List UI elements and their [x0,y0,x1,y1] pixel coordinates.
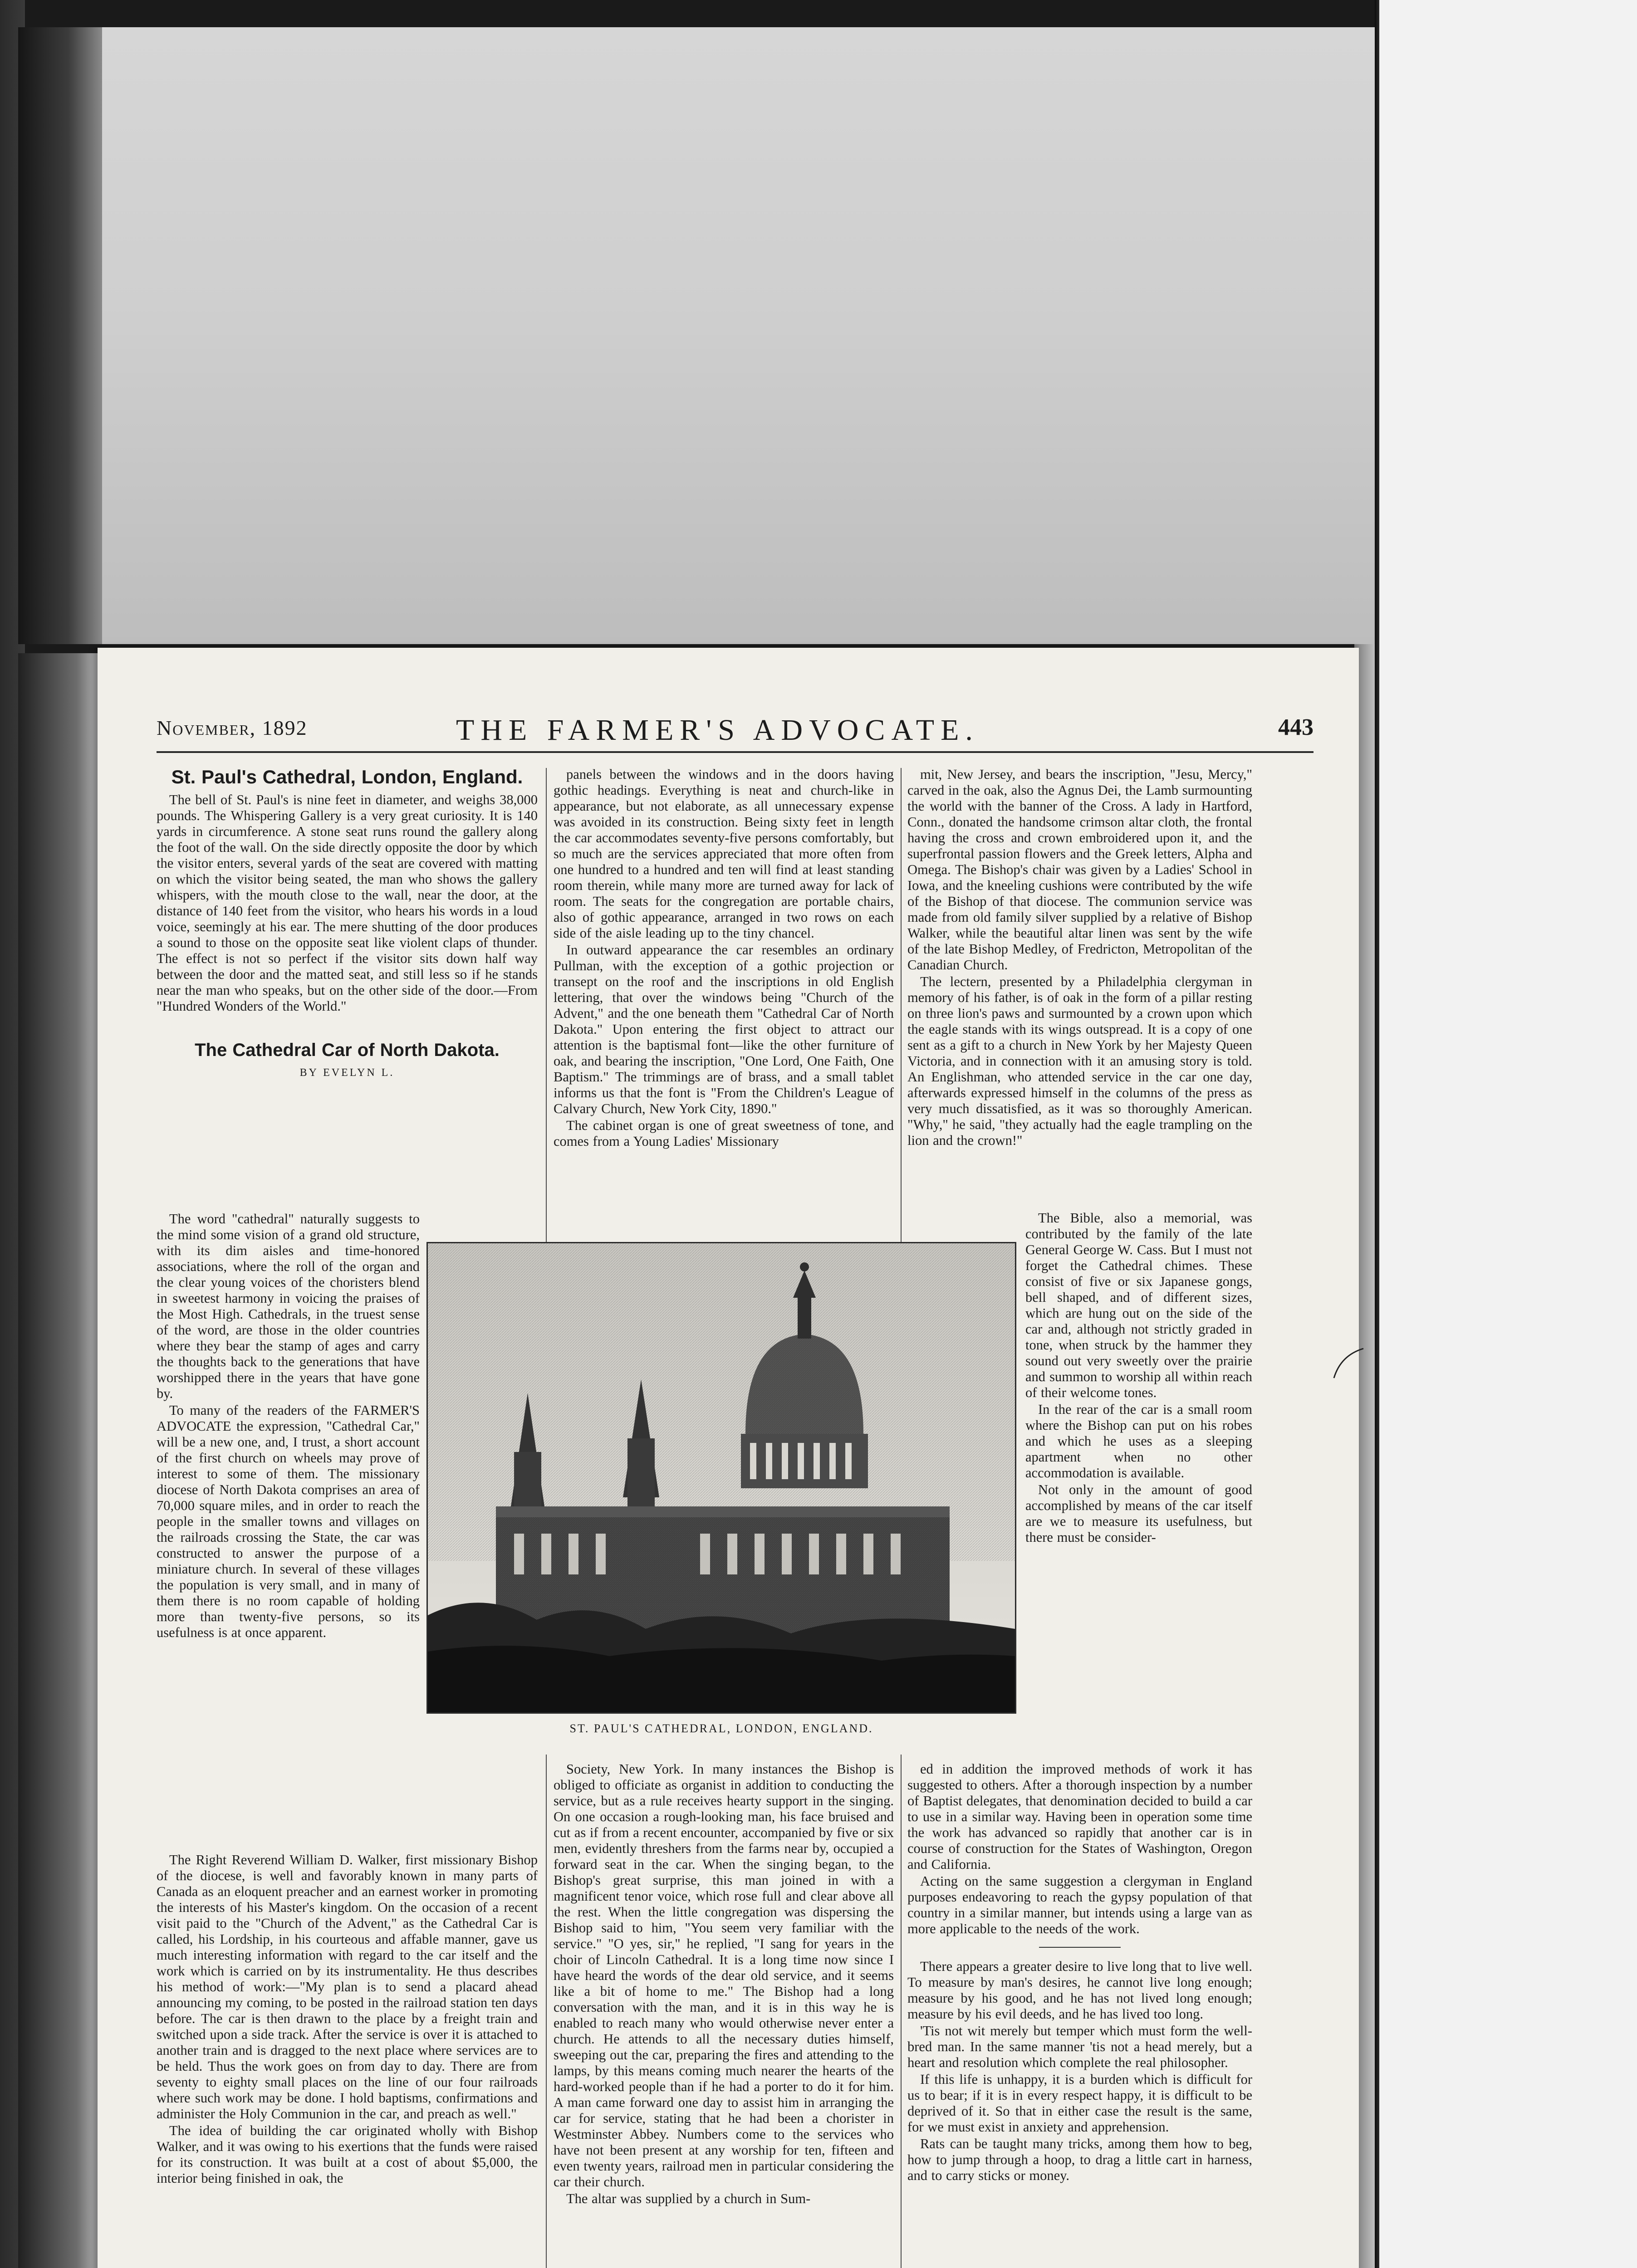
page-number: 443 [1278,714,1314,740]
column-divider [901,768,902,1242]
article-paragraph: The idea of building the car originated wholly with Bishop Walker, and it was owing to his exertions that the funds were raised for its construction. It was built at a cost of about $5,000, the interior being finished in oak, the [157,2123,538,2186]
scanner-margin-right [1379,0,1637,2268]
article-paragraph: The lectern, presented by a Philadelphia clergyman in memory of his father, is of oak in the form of a pillar resting on three lion's paws and surmounted by a crown upon which the eagle stands with its wings outspread. It is a copy of one sent as a gift to a church in New York by her Majesty Queen Victoria, and in connection with it an amusing story is told. An Englishman, who attended service in the car one day, afterwards expressed himself in the columns of the press as very much dissatisfied, as it was so thoroughly American. "Why," he said, "they actually had the eagle trampling on the lion and the crown!" [907,974,1252,1148]
column-divider [546,768,547,1242]
column-2-bottom [554,1761,894,2208]
scanner-shadow-lower [18,653,102,2268]
article-paragraph: To many of the readers of the FARMER'S ADVOCATE the expression, "Cathedral Car," will be a new one, and, I trust, a short account of the first church on wheels may prove of interest to some of them. The missionary diocese of North Dakota comprises an area of 70,000 square miles, and in order to reach the people in the smaller towns and villages on the railroads crossing the State, the car was constructed to answer the purpose of a miniature church. In several of these villages the population is very small, and in many of them there is no room capable of holding more than twenty-five persons, so its usefulness is at once apparent. [157,1403,420,1640]
filler-paragraph: Rats can be taught many tricks, among them how to beg, how to jump through a hoop, to drag a little cart in harness, and to carry sticks or money. [907,2136,1252,2183]
article-paragraph: The Right Reverend William D. Walker, first missionary Bishop of the diocese, is well and favorably known in many parts of Canada as an eloquent preacher and an earnest worker in promoting the interests of his Master's kingdom. On the occasion of a recent visit paid to the "Church of the Advent," as the Cathedral Car is called, his Lordship, in his courteous and affable manner, gave us much interesting information with regard to the car itself and the work which is carried on by its instrumentality. He thus describes his method of work:—"My plan is to send a placard ahead announcing my coming, to be posted in the railroad station ten days before. The car is then drawn to the place by a freight train and switched upon a side track. After the service is over it is attached to another train and is dragged to the next place where services are to be held. Thus the work goes on from day to day. There are from seventy to eighty small places on the line of our four railroads where such work may be done. I hold baptisms, confirmations and administer the Holy Communion in the car, and preach as well." [157,1852,538,2121]
newspaper-page [98,648,1359,2268]
filler-paragraph: There appears a greater desire to live long that to live well. To measure by man's desires, he cannot live long enough; measure by his good, and he has not lived long enough; measure by his evil deeds, and he has lived too long. [907,1959,1252,2022]
article-paragraph: Not only in the amount of good accomplished by means of the car itself are we to measure its usefulness, but there must be consider- [1025,1482,1252,1545]
page-header [157,711,1314,752]
article-heading: St. Paul's Cathedral, London, England. [171,766,523,787]
article-paragraph: Acting on the same suggestion a clergyman in England purposes endeavoring to reach the gypsy population of that country in a similar manner, but intends using a large van as more applicable to the needs of the work. [907,1873,1252,1936]
article-paragraph: mit, New Jersey, and bears the inscription, "Jesu, Mercy," carved in the oak, also the Agnus Dei, the Lamb surmounting the world with the banner of the Cross. A lady in Hartford, Conn., donated the handsome crimson altar cloth, the frontal having the cross and crown embroidered upon it, and the superfrontal passion flowers and the Greek letters, Alpha and Omega. The Bishop's chair was given by a Ladies' School in Iowa, and the kneeling cushions were contributed by the wife of the Bishop of that diocese. The communion service was made from old family silver supplied by a relative of Bishop Walker, while the beautiful altar linen was sent by the wife of the late Bishop Medley, of Fredricton, Metropolitan of the Canadian Church. [907,767,1252,973]
column-2-top [554,767,894,1150]
column-divider [901,1755,902,2268]
article-paragraph: The altar was supplied by a church in Sum- [566,2191,811,2206]
article-paragraph: The word "cathedral" naturally suggests to the mind some vision of a grand old structure, with its dim aisles and time-honored associations, where the roll of the organ and the clear young voices of the choristers blend in sweetest harmony in voicing the praises of the Most High. Cathedrals, in the truest sense of the word, are those in the older countries where they bear the stamp of ages and carry the thoughts back to the generations that have worshipped there in the years that have gone by. [157,1211,420,1401]
pencil-tick-mark [1332,1346,1368,1383]
section-rule [1039,1947,1121,1948]
article-paragraph: panels between the windows and in the doors having gothic headings. Everything is neat and church-like in appearance, but not elaborate, as all unnecessary expense was avoided in its construction. Being sixty feet in length the car accommodates seventy-five persons comfortably, but so much are the services appreciated that more often from one hundred to a hundred and ten will find at least standing room therein, while many more are turned away for lack of room. The seats for the congregation are portable chairs, also of gothic appearance, arranged in two rows on each side of the aisle leading up to the tiny chancel. [554,767,894,941]
figure-caption: ST. PAUL'S CATHEDRAL, LONDON, ENGLAND. [569,1722,873,1735]
cathedral-illustration [428,1243,1015,1712]
article-paragraph: In outward appearance the car resembles an ordinary Pullman, with the exception of a gothic projection or transept on the roof and the inscriptions in old English lettering, that over the windows being "Church of the Advent," and the one beneath them "Cathedral Car of North Dakota." Upon entering the first object to attract our attention is the baptismal font—like the other furniture of oak, and bearing the inscription, "One Lord, One Faith, One Baptism." The trimmings are of brass, and a small tablet informs us that the font is "From the Children's League of Calvary Church, New York City, 1890." [554,942,894,1116]
article-heading: The Cathedral Car of North Dakota. [195,1040,500,1060]
article-paragraph: Society, New York. In many instances the Bishop is obliged to officiate as organist in addition to conducting the service, but as a rule receives hearty support in the singing. On one occasion a rough-looking man, his face bruised and cut as if from a recent encounter, accompanied by five or six men, evidently threshers from the farms near by, occupied a forward seat in the car. When the singing began, to the Bishop's great surprise, this man joined in with a magnificent tenor voice, which rose full and clear above all the rest. When the little congregation was dispersing the Bishop said to him, "You seem very familiar with the service." "O yes, sir," he replied, "I sang for years in the choir of Lincoln Cathedral. It is a long time now since I have heard the words of the dear old service, and it seems like a bit of home to me." The Bishop had a long conversation with the man, and it is in this way he is enabled to reach many who would otherwise never enter a church. He attends to all the necessary duties himself, sweeping out the car, preparing the fires and attending to the lamps, by this means coming much nearer the hearts of the hard-worked people than if he had a porter to do it for him. A man came forward one day to assist him in arranging the car for service, stating that he had been a chorister in Westminster Abbey. Numbers come to the services who have not been present at any worship for ten, fifteen and even twenty years, railroad men in particular considering the car their church. [554,1761,894,2190]
cathedral-engraving [426,1242,1016,1714]
column-3-top [907,767,1252,1149]
header-rule [157,751,1314,753]
column-1 [157,767,538,1086]
filler-paragraph: If this life is unhappy, it is a burden which is difficult for us to bear; if it is in every respect happy, it is difficult to be deprived of it. So that in either case the result is the same, for we must exist in anxiety and apprehension. [907,2072,1252,2135]
article-paragraph: The bell of St. Paul's is nine feet in diameter, and weighs 38,000 pounds. The Whispering Gallery is a very great curiosity. It is 140 yards in circumference. A stone seat runs round the gallery along the foot of the wall. On the side directly opposite the door by which the visitor enters, several yards of the seat are covered with matting on which the visitor being seated, the man who shows the gallery whispers, with the mouth close to the wall, near the door, at the distance of 140 feet from the visitor, who hears his words in a loud voice, seemingly at his ear. The mere shutting of the door produces a sound to those on the opposite seat like violent claps of thunder. The effect is not so perfect if the visitor sits down half way between the door and the matted seat, and still less so if he stands near the man who speaks, but on the other side of the door.—From "Hundred Wonders of the World." [157,792,538,1014]
column-1-lower [157,1852,538,2187]
article-paragraph: In the rear of the car is a small room where the Bishop can put on his robes and which he uses as a sleeping apartment when no other accommodation is available. [1025,1402,1252,1481]
masthead-title: THE FARMER'S ADVOCATE. [456,714,979,747]
article-paragraph: ed in addition the improved methods of work it has suggested to others. After a thorough inspection by a number of Baptist delegates, that denomination decided to build a car to use in a similar way. Having been in operation some time the work has advanced so rapidly that another car is in course of construction for the States of Washington, Oregon and California. [907,1761,1252,1872]
article-paragraph: The cabinet organ is one of great sweetness of tone, and comes from a Young Ladies' Missionary [554,1118,894,1149]
filler-paragraph: 'Tis not wit merely but temper which must form the well-bred man. In the same manner 'tis not a head merely, but a heart and resolution which complete the real philosopher. [907,2023,1252,2070]
article-paragraph: The Bible, also a memorial, was contributed by the family of the late General George W. Cass. But I must not forget the Cathedral chimes. These consist of five or six Japanese gongs, bell shaped, and of different sizes, which are hung out on the side of the car and, although not strictly graded in tone, when struck by the hammer they sound out very sweetly over the prairie and summon to worship all within reach of their welcome tones. [1025,1210,1252,1400]
column-3-narrow [1025,1210,1252,1546]
scanner-shadow-top [18,27,102,644]
issue-date: November, 1892 [157,716,308,739]
column-1-narrow [157,1211,420,1642]
byline: BY EVELYN L. [299,1067,395,1079]
column-divider [546,1755,547,2268]
column-3-bottom [907,1761,1252,2185]
blank-film-area [18,27,1375,644]
